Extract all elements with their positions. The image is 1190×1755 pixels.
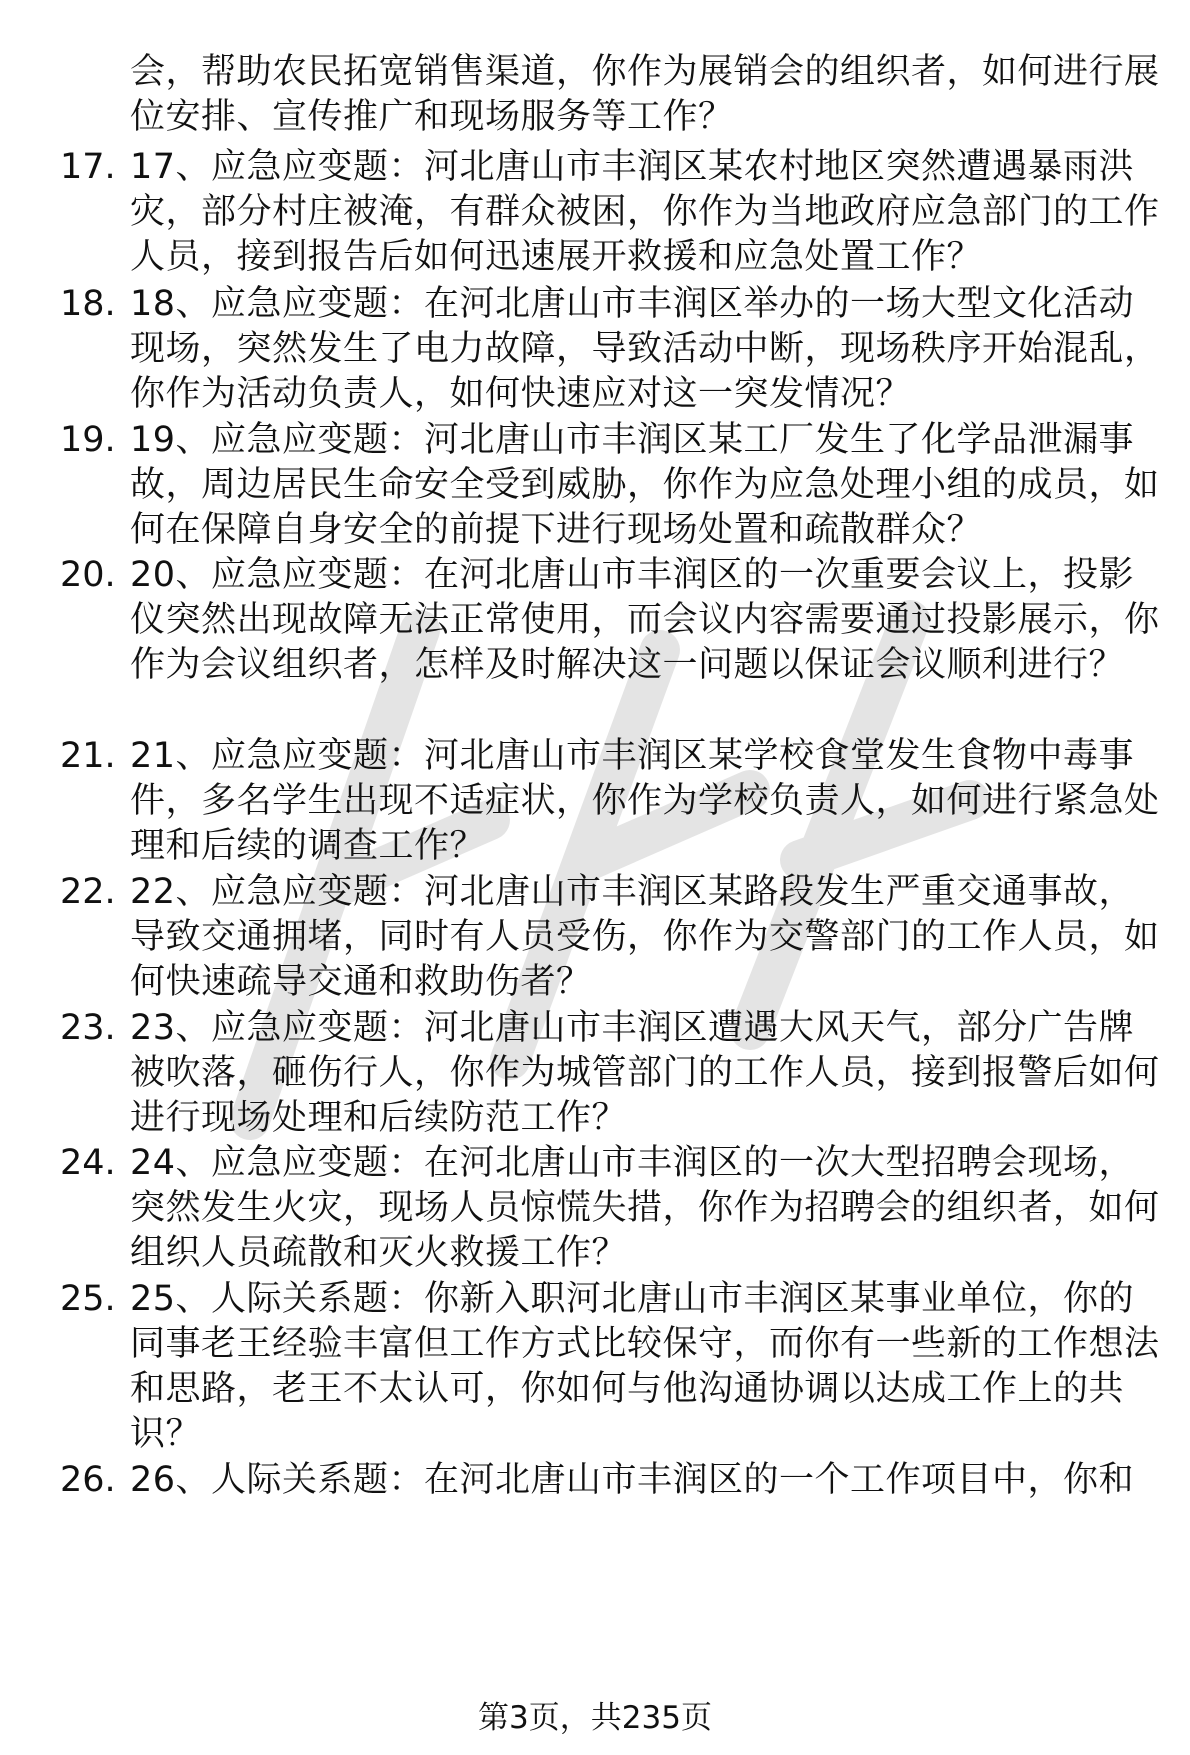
item-text: 17、应急应变题：河北唐山市丰润区某农村地区突然遭遇暴雨洪灾，部分村庄被淹，有群众被困，你作为当地政府应急部门的工作人员，接到报告后如何迅速展开救援和应急处置工作？ bbox=[130, 147, 1160, 277]
page-footer: 第3页，共235页 bbox=[478, 1700, 712, 1736]
item-text: 18、应急应变题：在河北唐山市丰润区举办的一场大型文化活动现场，突然发生了电力故障，导致活动中断，现场秩序开始混乱，你作为活动负责人，如何快速应对这一突发情况？ bbox=[130, 284, 1160, 414]
item-number: 17. bbox=[60, 147, 116, 187]
continuation-paragraph: 会，帮助农民拓宽销售渠道，你作为展销会的组织者，如何进行展位安排、宣传推广和现场服务等工作？ bbox=[130, 52, 1160, 137]
item-number: 26. bbox=[60, 1460, 116, 1500]
item-number: 18. bbox=[60, 284, 116, 324]
item-number: 23. bbox=[60, 1008, 116, 1048]
item-number: 24. bbox=[60, 1143, 116, 1183]
item-number: 22. bbox=[60, 872, 116, 912]
item-text: 19、应急应变题：河北唐山市丰润区某工厂发生了化学品泄漏事故，周边居民生命安全受到威胁，你作为应急处理小组的成员，如何在保障自身安全的前提下进行现场处置和疏散群众？ bbox=[130, 420, 1160, 550]
item-number: 19. bbox=[60, 420, 116, 460]
item-text: 26、人际关系题：在河北唐山市丰润区的一个工作项目中，你和 bbox=[130, 1460, 1135, 1500]
item-text: 20、应急应变题：在河北唐山市丰润区的一次重要会议上，投影仪突然出现故障无法正常使用，而会议内容需要通过投影展示，你作为会议组织者，怎样及时解决这一问题以保证会议顺利进行？ bbox=[130, 555, 1160, 685]
item-number: 20. bbox=[60, 555, 116, 595]
item-text: 24、应急应变题：在河北唐山市丰润区的一次大型招聘会现场，突然发生火灾，现场人员惊慌失措，你作为招聘会的组织者，如何组织人员疏散和灭火救援工作？ bbox=[130, 1143, 1160, 1273]
item-text: 21、应急应变题：河北唐山市丰润区某学校食堂发生食物中毒事件，多名学生出现不适症状，你作为学校负责人，如何进行紧急处理和后续的调查工作？ bbox=[130, 736, 1160, 866]
item-text: 22、应急应变题：河北唐山市丰润区某路段发生严重交通事故，导致交通拥堵，同时有人员受伤，你作为交警部门的工作人员，如何快速疏导交通和救助伤者？ bbox=[130, 872, 1160, 1002]
item-number: 25. bbox=[60, 1279, 116, 1319]
item-text: 23、应急应变题：河北唐山市丰润区遭遇大风天气，部分广告牌被吹落，砸伤行人，你作为城管部门的工作人员，接到报警后如何进行现场处理和后续防范工作？ bbox=[130, 1008, 1160, 1138]
item-text: 25、人际关系题：你新入职河北唐山市丰润区某事业单位，你的同事老王经验丰富但工作方式比较保守，而你有一些新的工作想法和思路，老王不太认可，你如何与他沟通协调以达成工作上的共识？ bbox=[130, 1279, 1160, 1454]
item-number: 21. bbox=[60, 736, 116, 776]
